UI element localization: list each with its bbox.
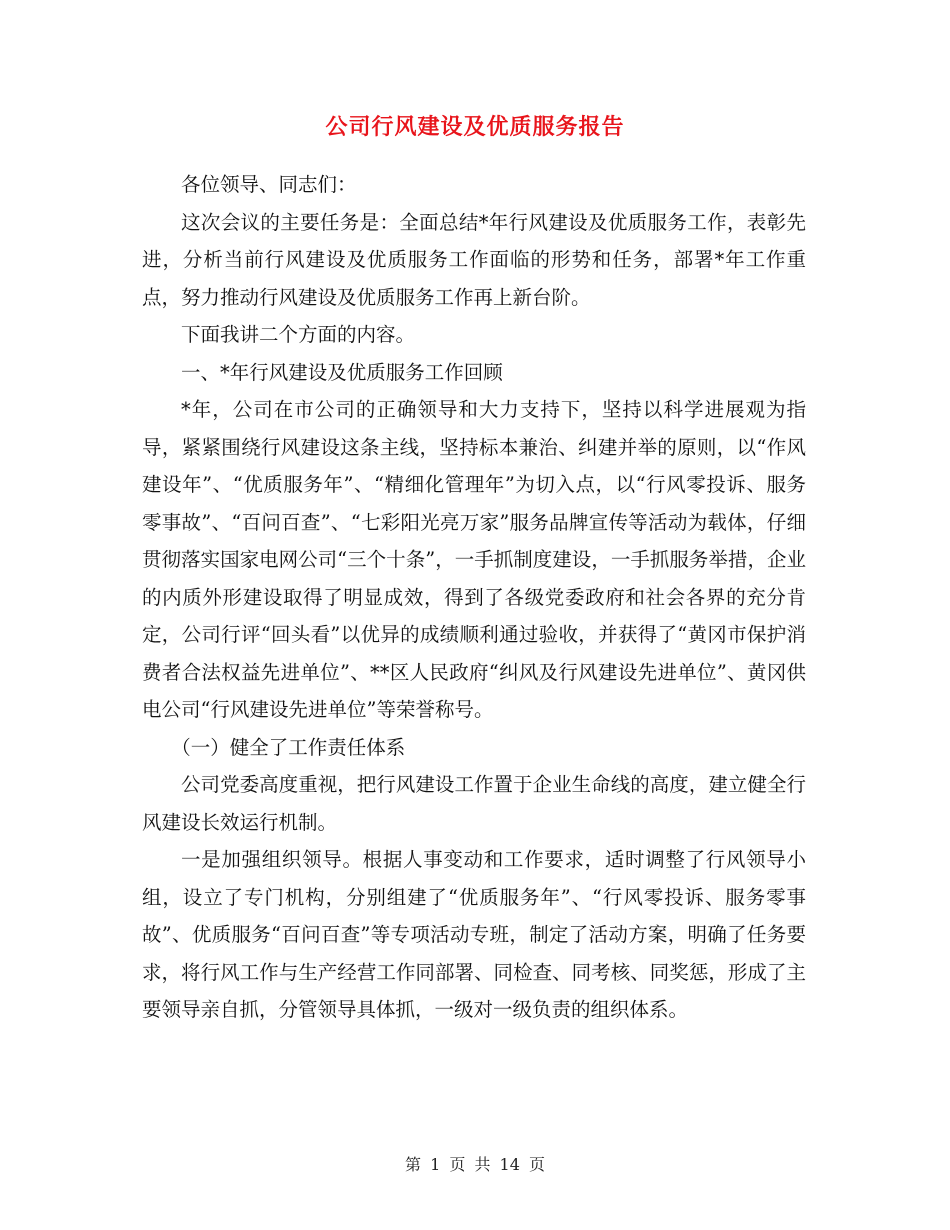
paragraph-salutation: 各位领导、同志们： xyxy=(181,173,357,196)
paragraph-party-committee: 公司党委高度重视，把行风建设工作置于企业生命线的高度，建立健全行风建设长效运行机制。 xyxy=(142,773,806,834)
paragraph-outline: 下面我讲二个方面的内容。 xyxy=(181,323,416,346)
document-body xyxy=(142,166,806,1029)
subsection-heading-responsibility: （一）健全了工作责任体系 xyxy=(171,735,406,759)
document-title: 公司行风建设及优质服务报告 xyxy=(325,114,625,140)
page-footer: 第 1 页 共 14 页 xyxy=(405,1155,545,1174)
section-heading-review: 一、*年行风建设及优质服务工作回顾 xyxy=(181,360,503,384)
paragraph-review-summary: *年，公司在市公司的正确领导和大力支持下，坚持以科学进展观为指导，紧紧围绕行风建设这条主线，坚持标本兼治、纠建并举的原则，以“作风建设年”、“优质服务年”、“精细化管理年”为切入点，以“行风零投诉、服务零事故”、“百问百查”、“七彩阳光亮万家”服务品牌宣传等活动为载体，仔细贯彻落实国家电网公司“三个十条”，一手抓制度建设，一手抓服务举措，企业的内质外形建设取得了明显成效，得到了各级党委政府和社会各界的充分肯定，公司行评“回头看”以优异的成绩顺利通过验收，并获得了“黄冈市保护消费者合法权益先进单位”、**区人民政府“纠风及行风建设先进单位”、黄冈供电公司“行风建设先进单位”等荣誉称号。 xyxy=(142,398,806,721)
paragraph-meeting-tasks: 这次会议的主要任务是：全面总结*年行风建设及优质服务工作，表彰先进，分析当前行风建设及优质服务工作面临的形势和任务，部署*年工作重点，努力推动行风建设及优质服务工作再上新台阶。 xyxy=(142,210,806,309)
paragraph-organization: 一是加强组织领导。根据人事变动和工作要求，适时调整了行风领导小组，设立了专门机构，分别组建了“优质服务年”、“行风零投诉、服务零事故”、优质服务“百问百查”等专项活动专班，制定了活动方案，明确了任务要求，将行风工作与生产经营工作同部署、同检查、同考核、同奖惩，形成了主要领导亲自抓，分管领导具体抓，一级对一级负责的组织体系。 xyxy=(142,848,806,1021)
